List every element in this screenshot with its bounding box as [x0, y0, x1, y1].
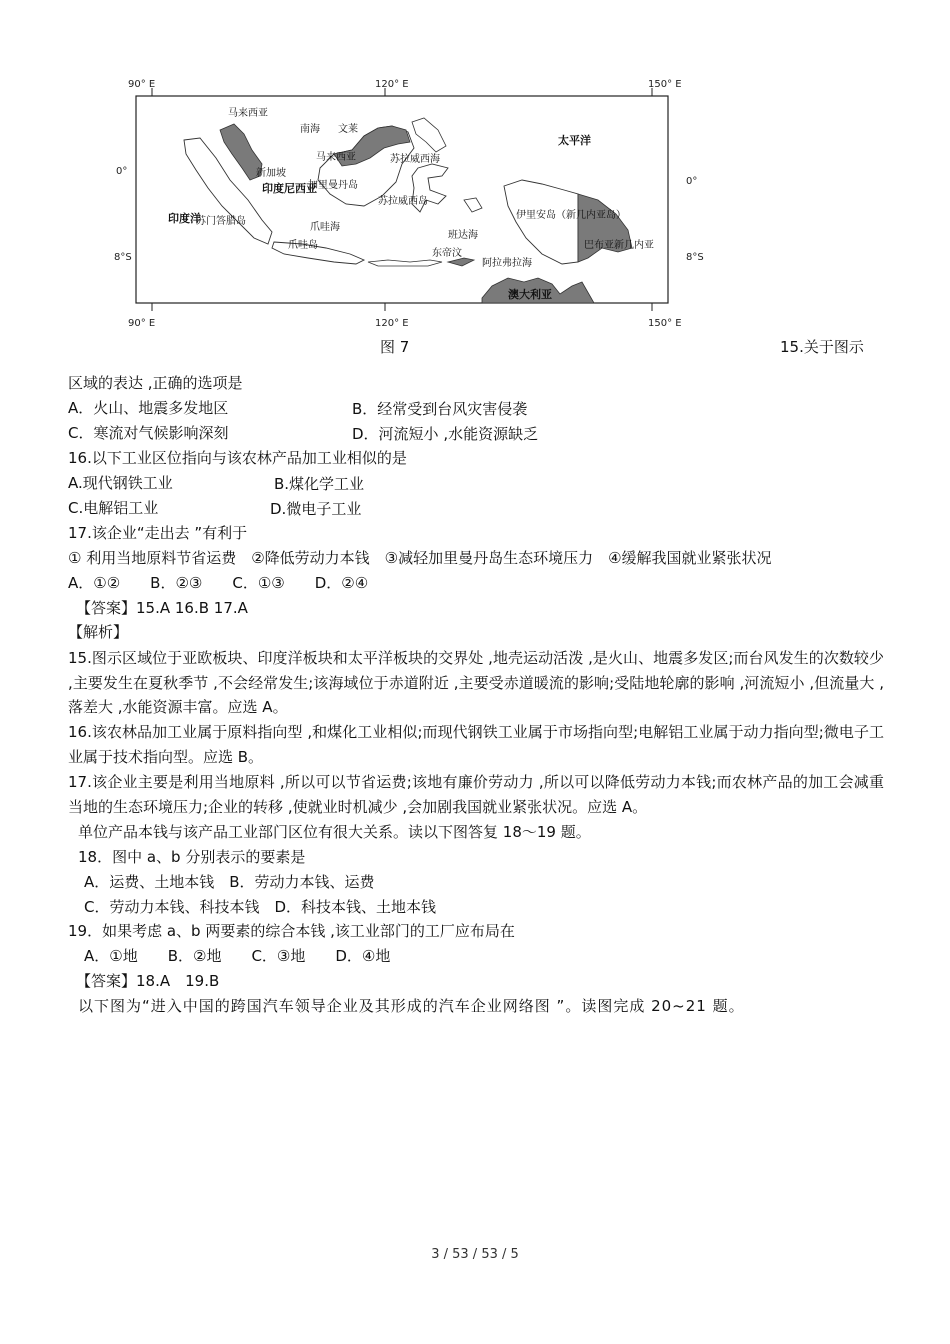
lat-right-0: 0°	[686, 176, 698, 187]
lon-top-90: 90° E	[128, 79, 156, 90]
q16-stem: 16.以下工业区位指向与该农林产品加工业相似的是	[68, 449, 407, 467]
analysis-16: 16.该农林品加工业属于原料指向型 ,和煤化工业相似;而现代钢铁工业属于市场指向型;电解铝工业属于动力指向型;微电子工业属于技术指向型。应选 B。	[68, 723, 884, 766]
analysis-17: 17.该企业主要是利用当地原料 ,所以可以节省运费;该地有廉价劳动力 ,所以可以降低劳动力本钱;而农林产品的加工会减重当地的生态环境压力;企业的转移 ,使就业时机减少 ,会加剧我国就业紧张状况。应选 A。	[68, 773, 884, 816]
lon-bottom-150: 150° E	[648, 318, 682, 329]
label-banda: 班达海	[448, 230, 478, 241]
label-sumatra: 苏门答腊岛	[196, 216, 246, 227]
label-arafura: 阿拉弗拉海	[482, 258, 532, 269]
label-malaysia: 马来西亚	[228, 108, 268, 119]
q17-stem: 17.该企业“走出去 ”有利于	[68, 524, 248, 542]
label-malaysia-east: 马来西亚	[316, 152, 356, 163]
q19-stem: 19．如果考虑 a、b 两要素的综合本钱 ,该工业部门的工厂应布局在	[68, 922, 515, 940]
lat-left-8s: 8°S	[114, 252, 132, 263]
q16-option-a: A.现代钢铁工业	[68, 474, 173, 492]
q15-stem-part1: 15.关于图示	[780, 338, 864, 356]
analysis-title: 【解析】	[68, 623, 129, 641]
q15-option-b: B．经常受到台风灾害侵袭	[352, 400, 528, 418]
q16-option-b: B.煤化学工业	[274, 475, 365, 493]
label-newguinea: 伊里安岛（新几内亚岛）	[516, 210, 626, 221]
label-brunei: 文莱	[338, 124, 358, 135]
label-kalimantan: 加里曼丹岛	[308, 180, 358, 191]
q17-items: ① 利用当地原料节省运费 ②降低劳动力本钱 ③减轻加里曼丹岛生态环境压力 ④缓解我国就业紧张状况	[68, 549, 772, 567]
label-java: 爪哇岛	[288, 240, 318, 251]
analysis-15: 15.图示区域位于亚欧板块、印度洋板块和太平洋板块的交界处 ,地壳运动活泼 ,是火山、地震多发区;而台风发生的次数较少 ,主要发生在夏秋季节 ,不会经常发生;该海域位于赤道附近 ,主要受赤道暖流的影响;受陆地轮廓的影响 ,河流短小 ,但流量大 ,落差大 ,水能资源丰富。应选 A。	[68, 649, 884, 716]
label-pacific: 太平洋	[558, 134, 591, 147]
q18-stem: 18．图中 a、b 分别表示的要素是	[78, 848, 306, 866]
label-indonesia: 印度尼西亚	[262, 182, 317, 195]
page-footer: 3 / 53 / 53 / 5	[431, 1247, 519, 1262]
q17-options: A．①② B．②③ C．①③ D．②④	[68, 574, 369, 592]
answer-18-19: 【答案】18.A 19.B	[76, 972, 220, 990]
figure-caption: 图 7	[380, 338, 410, 356]
lon-top-150: 150° E	[648, 79, 682, 90]
label-timor: 东帝汶	[432, 248, 462, 259]
q19-options: A．①地 B．②地 C．③地 D．④地	[84, 947, 391, 965]
answer-15-17: 【答案】15.A 16.B 17.A	[76, 599, 248, 617]
label-nanhai: 南海	[300, 124, 320, 135]
q15-option-c: C．寒流对气候影响深刻	[68, 424, 229, 442]
intro-20-21: 以下图为“进入中国的跨国汽车领导企业及其形成的汽车企业网络图 ”。读图完成 20~21 题。	[78, 997, 745, 1015]
q16-option-c: C.电解铝工业	[68, 499, 159, 517]
q16-option-d: D.微电子工业	[270, 500, 362, 518]
label-java-sea: 爪哇海	[310, 222, 340, 233]
southeast-asia-map	[112, 72, 704, 344]
q15-option-a: A．火山、地震多发地区	[68, 399, 229, 417]
lon-bottom-90: 90° E	[128, 318, 156, 329]
lon-bottom-120: 120° E	[375, 318, 409, 329]
intro-18-19: 单位产品本钱与该产品工业部门区位有很大关系。读以下图答复 18～19 题。	[78, 823, 591, 841]
lon-top-120: 120° E	[375, 79, 409, 90]
label-indian-ocean: 印度洋	[168, 212, 201, 225]
lat-right-8s: 8°S	[686, 252, 704, 263]
lat-left-0: 0°	[116, 166, 128, 177]
q15-stem-part2: 区域的表达 ,正确的选项是	[68, 374, 243, 392]
label-sulawesi-sea: 苏拉威西海	[390, 154, 440, 165]
q15-option-d: D．河流短小 ,水能资源缺乏	[352, 425, 539, 443]
q18-options-row1: A．运费、土地本钱 B．劳动力本钱、运费	[84, 873, 375, 891]
label-sulawesi: 苏拉威西岛	[378, 196, 428, 207]
label-singapore: 新加坡	[256, 168, 286, 179]
q18-options-row2: C．劳动力本钱、科技本钱 D．科技本钱、土地本钱	[84, 898, 437, 916]
label-png: 巴布亚新几内亚	[584, 240, 654, 251]
label-australia: 澳大利亚	[508, 288, 552, 301]
